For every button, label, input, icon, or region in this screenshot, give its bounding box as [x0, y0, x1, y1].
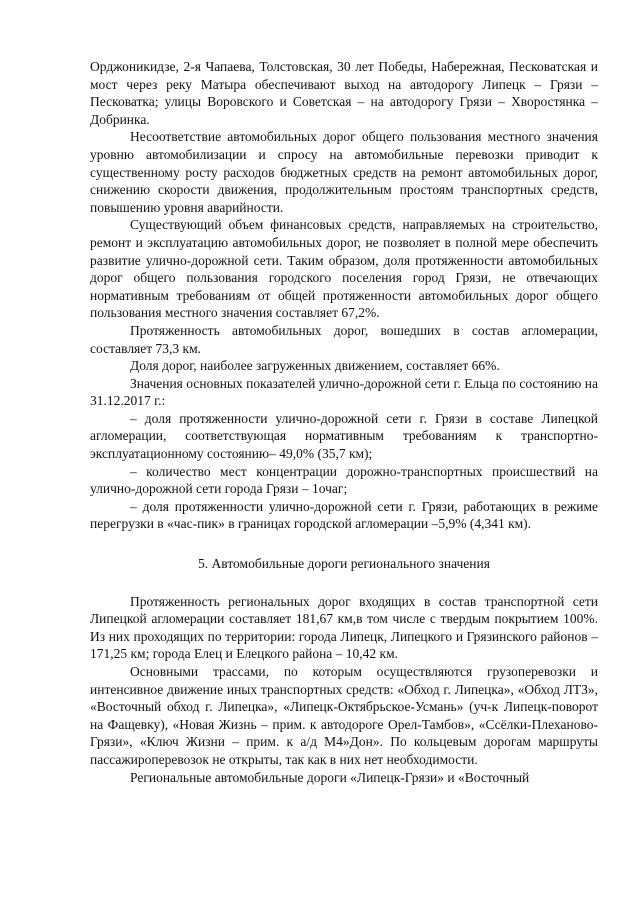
paragraph-regional-roads: Региональные автомобильные дороги «Липецк-Грязи» и «Восточный	[130, 769, 530, 785]
list-item-overload-share: – доля протяженности улично-дорожной сети г. Грязи, работающих в режиме перегрузки в «час-пик» в границах городской агломерации –5,9% (4,341 км).	[90, 498, 598, 532]
list-item-normative-share: – доля протяженности улично-дорожной сети г. Грязи в составе Липецкой агломерации, соответствующая нормативным требованиям к транспортно-эксплуатационному состоянию– 49,0% (35,7 км);	[90, 410, 598, 462]
paragraph-loaded-roads-share: Доля дорог, наиболее загруженных движением, составляет 66%.	[130, 358, 500, 374]
list-item-accident-spots: – количество мест концентрации дорожно-транспортных происшествий на улично-дорожной сети города Грязи – 1очаг;	[90, 463, 598, 497]
paragraph-indicators-intro: Значения основных показателей улично-дорожной сети г. Ельца по состоянию на 31.12.2017 г.:	[90, 375, 598, 409]
paragraph-funding: Существующий объем финансовых средств, направляемых на строительство, ремонт и эксплуатацию автомобильных дорог, не позволяет в полной мере обеспечить развитие улично-дорожной сети. Таким образом, доля протяженности автомобильных дорог общего пользования городского поселения город Грязи, не отвечающих нормативным требованиям от общей протяженности автомобильных дорог общего пользования местного значения составляет 67,2%.	[90, 217, 598, 321]
paragraph-street-list: Орджоникидзе, 2-я Чапаева, Толстовская, 30 лет Победы, Набережная, Песковатская и мост через реку Матыра обеспечивают выход на автодорогу Липецк – Грязи – Песковатка; улицы Воровского и Советская – на автодорогу Грязи – Хворостянка – Добринка.	[90, 59, 598, 127]
paragraph-main-routes: Основными трассами, по которым осуществляются грузоперевозки и интенсивное движение иных транспортных средств: «Обход г. Липецка», «Обход ЛТЗ», «Восточный обход г. Липецка», «Липецк-Октябрьское-Усмань» (уч-к Липецк-поворот на Фащевку), «Новая Жизнь – прим. к автодороге Орел-Тамбов», «Ссёлки-Плеханово-Грязи», «Ключ Жизни – прим. к а/д М4»Дон». По кольцевым дорогам маршруты пассажироперевозок не открыты, так как в них нет необходимости.	[90, 664, 598, 767]
section-heading: 5. Автомобильные дороги регионального значения	[198, 556, 490, 572]
paragraph-agglomeration-length: Протяженность автомобильных дорог, вошедших в состав агломерации, составляет 73,3 км.	[90, 322, 598, 356]
paragraph-road-mismatch: Несоответствие автомобильных дорог общего пользования местного значения уровню автомобилизации и спросу на автомобильные перевозки приводит к существенному росту расходов бюджетных средств на ремонт автомобильных дорог, снижению скорости движения, продолжительным простоям транспортных средств, повышению уровня аварийности.	[90, 129, 598, 215]
paragraph-regional-length: Протяженность региональных дорог входящих в состав транспортной сети Липецкой агломерации составляет 181,67 км,в том числе с твердым покрытием 100%. Из них проходящих по территории: города Липецк, Липецкого и Грязинского районов – 171,25 км; города Елец и Елецкого района – 10,42 км.	[90, 593, 598, 662]
